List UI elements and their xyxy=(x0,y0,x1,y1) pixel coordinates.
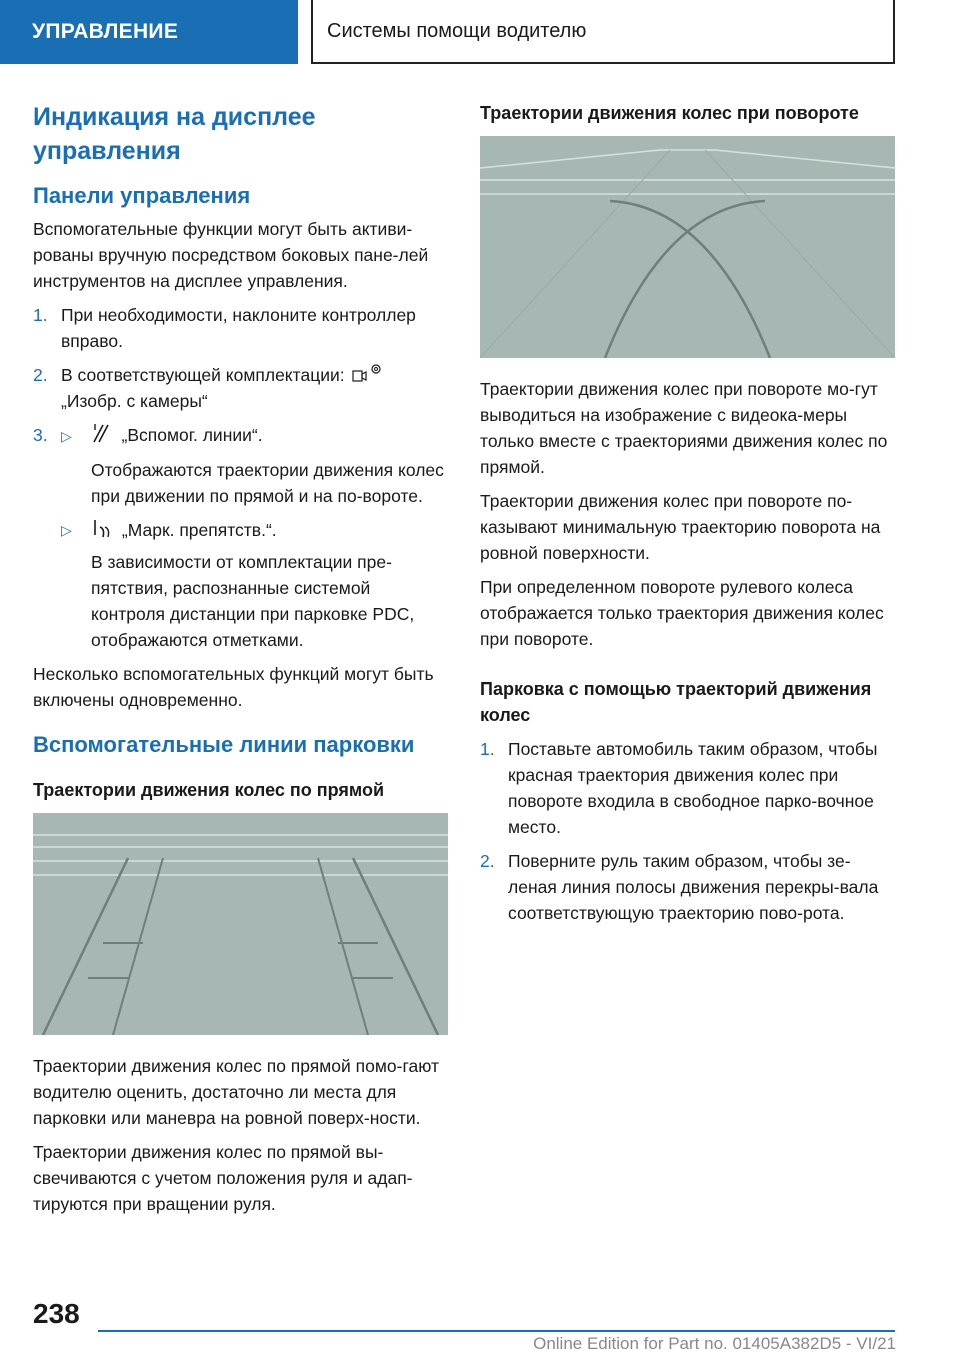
footer-divider xyxy=(98,1330,895,1332)
parking-lines-heading: Вспомогательные линии парковки xyxy=(33,732,415,757)
step-3-description: Отображаются траектории движения колес при движении по прямой и на по-вороте. xyxy=(91,460,444,506)
panels-intro: Вспомогательные функции могут быть активи-рованы вручную посредством боковых пане-лей инструментов на дисплее управления. xyxy=(33,219,429,291)
section-title: УПРАВЛЕНИЕ xyxy=(32,20,179,43)
straight-paths-text-1: Траектории движения колес по прямой помо-гают водителю оценить, достаточно ли места для парковки или маневра на ровной поверх-ности. xyxy=(33,1056,439,1128)
sub-body xyxy=(91,517,448,543)
step-body xyxy=(61,422,448,449)
step-text: В соответствующей комплектации: xyxy=(61,365,345,385)
multi-function-note: Несколько вспомогательных функций могут быть включены одновременно. xyxy=(33,664,434,710)
triangle-bullet-icon: ▷ xyxy=(61,522,72,538)
step-number: 1. xyxy=(33,305,48,325)
turn-paths-text-2: Траектории движения колес при повороте по-казывают минимальную траекторию поворота на ровной поверхности. xyxy=(480,491,881,563)
step-3 xyxy=(33,422,448,449)
parking-step-2 xyxy=(480,848,896,926)
step-number: 1. xyxy=(480,739,495,759)
straight-paths-text-2: Траектории движения колес по прямой вы-свечиваются с учетом положения руля и адап-тируются при вращении руля. xyxy=(33,1142,413,1214)
sub-item-description: В зависимости от комплектации пре-пятствия, распознанные системой контроля дистанции при парковке PDC, отображаются отметками. xyxy=(91,552,415,650)
step-text: Поверните руль таким образом, чтобы зе-леная линия полосы движения перекры-вала соответствующую траекторию пово-рота. xyxy=(508,851,879,923)
parking-step-1 xyxy=(480,736,896,840)
section-tab xyxy=(0,0,298,64)
turn-paths-heading: Траектории движения колес при повороте xyxy=(480,103,859,123)
step-body xyxy=(61,362,448,414)
straight-paths-heading: Траектории движения колес по прямой xyxy=(33,780,385,800)
turn-paths-figure xyxy=(480,136,895,358)
guide-lines-icon xyxy=(91,422,111,444)
step-1 xyxy=(33,302,448,354)
chapter-header xyxy=(311,0,895,64)
panels-heading: Панели управления xyxy=(33,183,251,208)
page-number: 238 xyxy=(33,1298,80,1329)
page-title: Индикация на дисплее управления xyxy=(33,103,316,165)
step-text: „Вспомог. линии“. xyxy=(121,425,263,445)
step-2 xyxy=(33,362,448,414)
step-number: 2. xyxy=(33,365,48,385)
right-column xyxy=(480,100,896,934)
sub-item-text: „Марк. препятств.“. xyxy=(121,520,277,540)
chapter-title: Системы помощи водителю xyxy=(327,19,587,42)
step-number: 2. xyxy=(480,851,495,871)
sub-item-obstacle xyxy=(61,517,448,543)
step-text-2: „Изобр. с камеры“ xyxy=(61,391,208,411)
turn-paths-text-3: При определенном повороте рулевого колеса отображается только траектория движения колес при повороте. xyxy=(480,577,884,649)
camera-settings-icon xyxy=(350,362,384,384)
obstacle-marking-icon xyxy=(91,517,111,539)
step-number: 3. xyxy=(33,425,48,445)
parking-with-paths-heading: Парковка с помощью траекторий движения колес xyxy=(480,679,872,725)
step-text: Поставьте автомобиль таким образом, чтобы красная траектория движения колес при повороте входила в свободное парко-вочное место. xyxy=(508,739,878,837)
triangle-bullet-icon: ▷ xyxy=(61,428,72,444)
left-column xyxy=(33,100,448,1225)
straight-paths-figure xyxy=(33,813,448,1035)
step-text: При необходимости, наклоните контроллер вправо. xyxy=(61,305,416,351)
turn-paths-text-1: Траектории движения колес при повороте мо-гут выводиться на изображение с видеока-меры только вместе с траекториями движения колес по прямой. xyxy=(480,379,888,477)
edition-footer: Online Edition for Part no. 01405A382D5 - VI/21 xyxy=(533,1334,896,1353)
